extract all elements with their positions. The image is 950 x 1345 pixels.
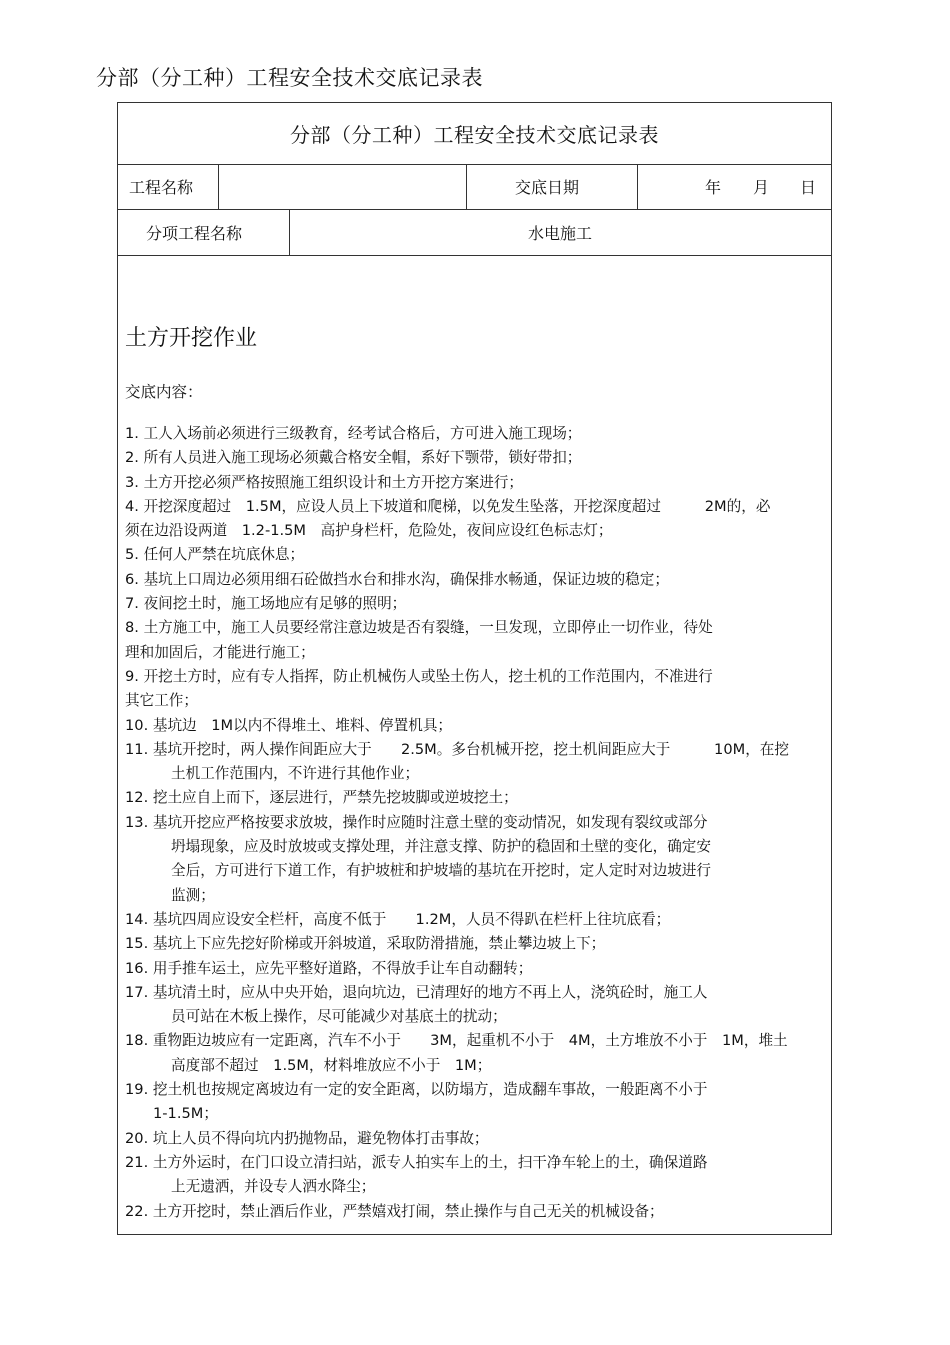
item-number: 11.: [125, 740, 149, 758]
item-text: 工人入场前必须进行三级教育，经考试合格后，方可进入施工现场；: [143, 425, 582, 442]
divider: [118, 255, 831, 256]
item-number: 22.: [125, 1202, 149, 1220]
item-text-continued: 须在边沿设两道 1.2-1.5M 高护身栏杆，危险处，夜间应设红色标志灯；: [125, 522, 613, 540]
item-number: 1.: [125, 425, 139, 442]
list-item: [125, 446, 825, 470]
item-text: 用手推车运土，应先平整好道路，不得放手让车自动翻转；: [152, 959, 533, 977]
item-text: 基坑上下应先挖好阶梯或开斜坡道，采取防滑措施，禁止攀边坡上下；: [152, 935, 606, 953]
item-text: 基坑边 1M以内不得堆土、堆料、停置机具；: [152, 716, 453, 734]
date-month: 月: [753, 178, 770, 197]
list-item: [125, 932, 825, 956]
list-item: [125, 665, 825, 714]
item-text: 开挖土方时，应有专人指挥，防止机械伤人或坠土伤人，挖土机的工作范围内，不准进行: [143, 667, 713, 685]
item-text: 开挖深度超过 1.5M，应设人员上下坡道和爬梯，以免发生坠落，开挖深度超过 2M的，必: [143, 497, 771, 515]
divider: [218, 164, 219, 209]
list-item: [125, 616, 825, 665]
item-number: 12.: [125, 789, 149, 807]
item-text-continued: 高度部不超过 1.5M，材料堆放应不小于 1M；: [171, 1056, 492, 1074]
item-number: 8.: [125, 619, 139, 637]
divider: [466, 164, 467, 209]
list-item: [125, 738, 825, 787]
item-number: 7.: [125, 595, 139, 613]
item-text: 基坑开挖时，两人操作间距应大于 2.5M。多台机械开挖，挖土机间距应大于 10M，在挖: [152, 740, 789, 758]
item-number: 5.: [125, 546, 139, 564]
item-number: 21.: [125, 1153, 149, 1171]
briefing-items: [125, 422, 825, 1224]
item-number: 4.: [125, 497, 139, 515]
list-item: [125, 1151, 825, 1200]
item-number: 14.: [125, 910, 149, 928]
item-text: 土方施工中，施工人员要经常注意边坡是否有裂缝，一旦发现，立即停止一切作业，待处: [143, 619, 713, 637]
list-item: [125, 908, 825, 932]
divider: [637, 164, 638, 209]
page-heading: 分部（分工种）工程安全技术交底记录表: [96, 66, 483, 90]
list-item: [125, 495, 825, 544]
item-number: 3.: [125, 473, 139, 491]
item-text-continued: 土机工作范围内，不许进行其他作业；: [171, 765, 420, 783]
item-text-continued: 全后，方可进行下道工作，有护坡桩和护坡墙的基坑在开挖时，定人定时对边坡进行: [171, 862, 711, 880]
date-day: 日: [800, 178, 817, 197]
section-title: 土方开挖作业: [125, 326, 258, 351]
item-number: 13.: [125, 813, 149, 831]
list-item: [125, 1029, 825, 1078]
list-item: [125, 957, 825, 981]
item-text: 所有人员进入施工现场必须戴合格安全帽，系好下颚带，锁好带扣；: [143, 449, 582, 467]
item-text-continued: 其它工作；: [125, 692, 198, 710]
divider: [118, 164, 831, 165]
item-text-continued: 上无遗洒，并设专人洒水降尘；: [171, 1178, 376, 1196]
item-text: 土方开挖时，禁止酒后作业，严禁嬉戏打闹，禁止操作与自己无关的机械设备；: [152, 1202, 664, 1220]
item-number: 18.: [125, 1032, 149, 1050]
item-text: 挖土机也按规定离坡边有一定的安全距离，以防塌方，造成翻车事故，一般距离不小于: [152, 1081, 708, 1099]
list-item: [125, 592, 825, 616]
list-item: [125, 786, 825, 810]
date-year: 年: [705, 178, 722, 197]
safety-briefing-form: [117, 102, 832, 1235]
item-text-continued: 员可站在木板上操作，尽可能减少对基底土的扰动；: [171, 1008, 507, 1026]
item-number: 2.: [125, 449, 139, 467]
item-text: 夜间挖土时，施工场地应有足够的照明；: [143, 595, 407, 613]
item-text: 基坑清土时，应从中央开始，退向坑边，已清理好的地方不再上人，浇筑砼时，施工人: [152, 983, 708, 1001]
item-text: 基坑开挖应严格按要求放坡，操作时应随时注意土壁的变动情况，如发现有裂纹或部分: [152, 813, 708, 831]
item-text-continued: 坍塌现象，应及时放坡或支撑处理，并注意支撑、防护的稳固和土壁的变化，确定安: [171, 838, 711, 856]
list-item: [125, 1127, 825, 1151]
list-item: [125, 714, 825, 738]
content-label: 交底内容：: [125, 383, 203, 401]
item-text-continued: 1-1.5M；: [153, 1105, 218, 1123]
item-number: 20.: [125, 1129, 149, 1147]
list-item: [125, 1200, 825, 1224]
sub-project-value: 水电施工: [527, 223, 592, 243]
item-text-continued: 监测；: [171, 886, 215, 904]
sub-project-label: 分项工程名称: [146, 223, 243, 243]
item-text: 任何人严禁在坑底休息；: [143, 546, 305, 564]
list-item: [125, 543, 825, 567]
date-label: 交底日期: [515, 178, 580, 197]
list-item: [125, 1078, 825, 1127]
item-number: 6.: [125, 570, 139, 588]
form-title: 分部（分工种）工程安全技术交底记录表: [290, 123, 659, 147]
item-text: 土方外运时，在门口设立清扫站，派专人拍实车上的土，扫干净车轮上的土，确保道路: [152, 1153, 708, 1171]
item-number: 10.: [125, 716, 149, 734]
item-text: 基坑四周应设安全栏杆，高度不低于 1.2M，人员不得趴在栏杆上往坑底看；: [152, 910, 671, 928]
list-item: [125, 811, 825, 908]
item-text: 重物距边坡应有一定距离，汽车不小于 3M，起重机不小于 4M，土方堆放不小于 1M，堆土: [152, 1032, 788, 1050]
list-item: [125, 568, 825, 592]
item-text: 土方开挖必须严格按照施工组织设计和土方开挖方案进行；: [143, 473, 524, 491]
list-item: [125, 981, 825, 1030]
item-number: 17.: [125, 983, 149, 1001]
item-text: 坑上人员不得向坑内扔抛物品，避免物体打击事故；: [152, 1129, 489, 1147]
project-name-label: 工程名称: [129, 178, 194, 197]
item-text: 挖土应自上而下，逐层进行，严禁先挖坡脚或逆坡挖土；: [152, 789, 518, 807]
item-number: 16.: [125, 959, 149, 977]
item-text: 基坑上口周边必须用细石砼做挡水台和排水沟，确保排水畅通，保证边坡的稳定；: [143, 570, 669, 588]
list-item: [125, 471, 825, 495]
list-item: [125, 422, 825, 446]
item-number: 9.: [125, 667, 139, 685]
item-number: 19.: [125, 1081, 149, 1099]
item-number: 15.: [125, 935, 149, 953]
item-text-continued: 理和加固后，才能进行施工；: [125, 643, 315, 661]
